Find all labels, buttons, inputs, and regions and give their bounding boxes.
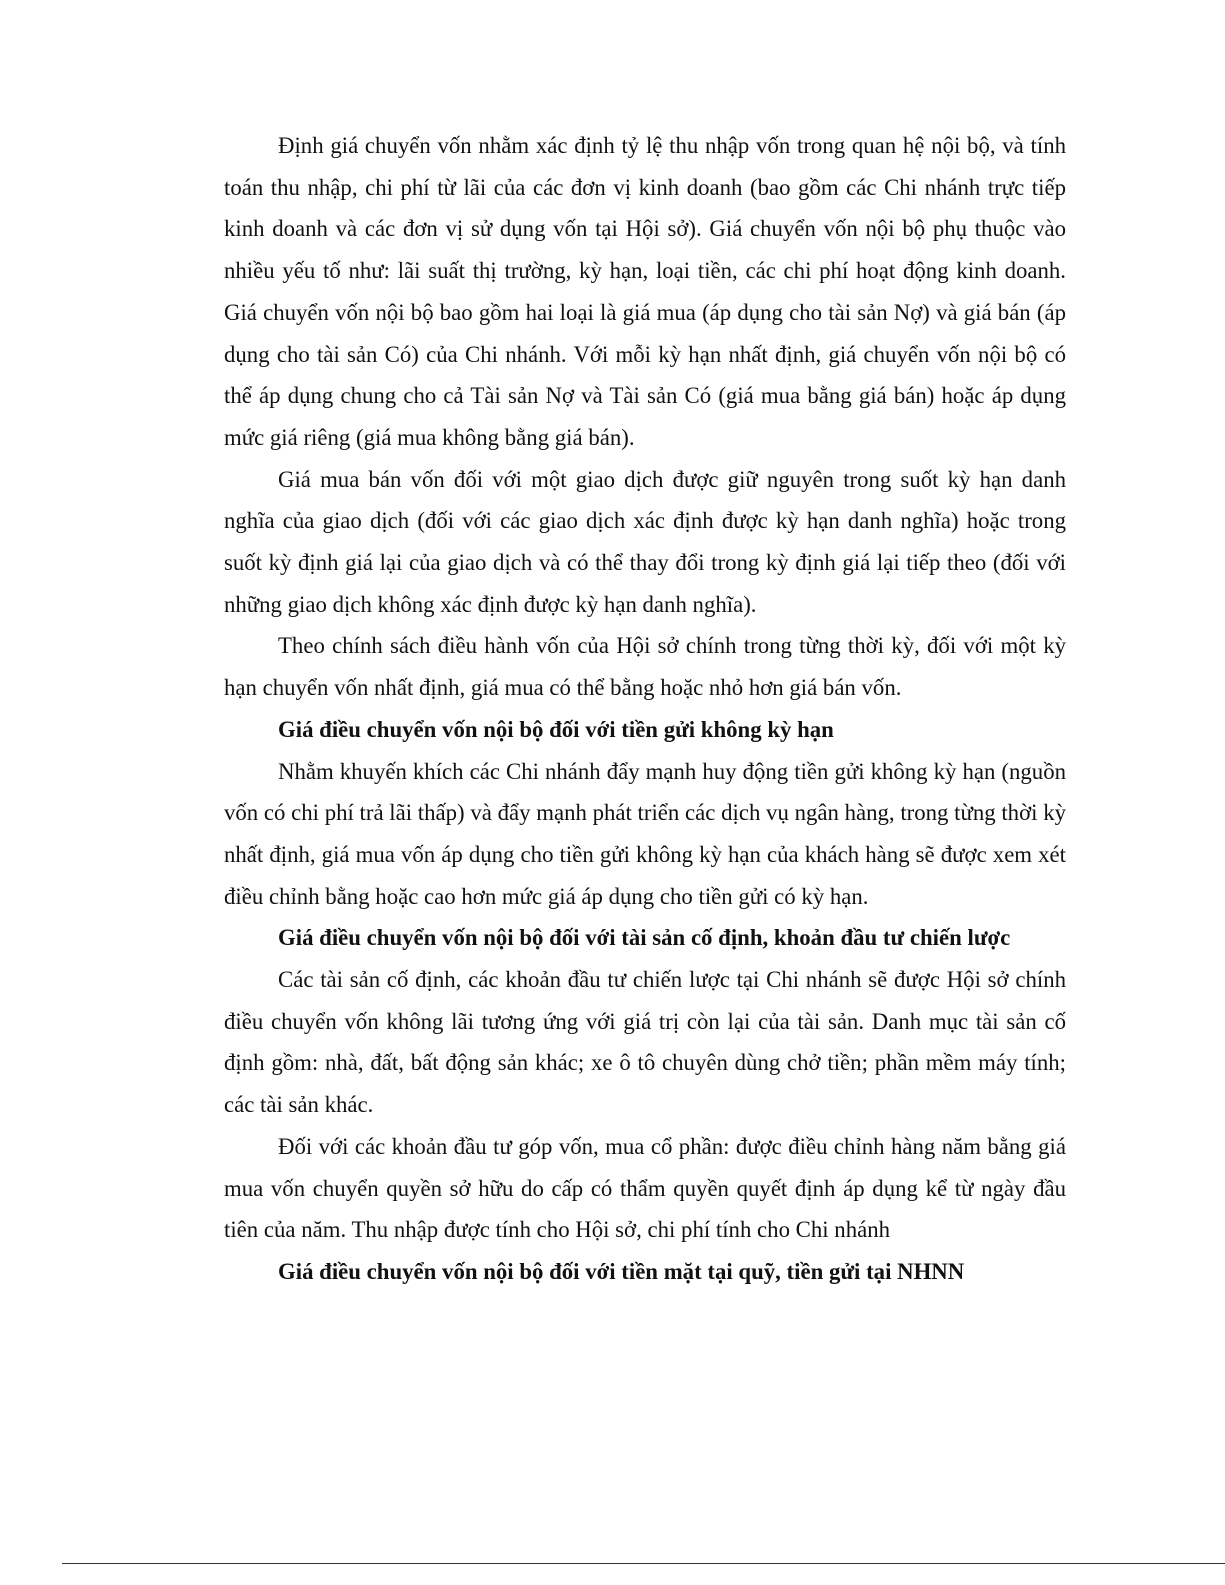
heading-fixed-assets-investments: Giá điều chuyển vốn nội bộ đối với tài sản cố định, khoản đầu tư chiến lược [278,925,1011,951]
document-body [224,125,1066,1293]
paragraph-transfer-pricing-definition: Định giá chuyển vốn nhằm xác định tỷ lệ thu nhập vốn trong quan hệ nội bộ, và tính toán thu nhập, chi phí từ lãi của các đơn vị kinh doanh (bao gồm các Chi nhánh trực tiếp kinh doanh và các đơn vị sử dụng vốn tại Hội sở). Giá chuyển vốn nội bộ phụ thuộc vào nhiều yếu tố như: lãi suất thị trường, kỳ hạn, loại tiền, các chi phí hoạt động kinh doanh. Giá chuyển vốn nội bộ bao gồm hai loại là giá mua (áp dụng cho tài sản Nợ) và giá bán (áp dụng cho tài sản Có) của Chi nhánh. Với mỗi kỳ hạn nhất định, giá chuyển vốn nội bộ có thể áp dụng chung cho cả Tài sản Nợ và Tài sản Có (giá mua bằng giá bán) hoặc áp dụng mức giá riêng (giá mua không bằng giá bán). [224,133,1066,450]
paragraph-transaction-price-term: Giá mua bán vốn đối với một giao dịch được giữ nguyên trong suốt kỳ hạn danh nghĩa của giao dịch (đối với các giao dịch xác định được kỳ hạn danh nghĩa) hoặc trong suốt kỳ định giá lại của giao dịch và có thể thay đổi trong kỳ định giá lại tiếp theo (đối với những giao dịch không xác định được kỳ hạn danh nghĩa). [224,466,1066,617]
heading-cash-and-sbv-deposits: Giá điều chuyển vốn nội bộ đối với tiền mặt tại quỹ, tiền gửi tại NHNN [278,1258,965,1284]
page-bottom-rule [62,1563,1225,1564]
paragraph-capital-policy: Theo chính sách điều hành vốn của Hội sở chính trong từng thời kỳ, đối với một kỳ hạn chuyển vốn nhất định, giá mua có thể bằng hoặc nhỏ hơn giá bán vốn. [224,633,1066,701]
paragraph-fixed-assets: Các tài sản cố định, các khoản đầu tư chiến lược tại Chi nhánh sẽ được Hội sở chính điều chuyển vốn không lãi tương ứng với giá trị còn lại của tài sản. Danh mục tài sản cố định gồm: nhà, đất, bất động sản khác; xe ô tô chuyên dùng chở tiền; phần mềm máy tính; các tài sản khác. [224,967,1066,1118]
paragraph-equity-investments: Đối với các khoản đầu tư góp vốn, mua cổ phần: được điều chỉnh hàng năm bằng giá mua vốn chuyển quyền sở hữu do cấp có thẩm quyền quyết định áp dụng kể từ ngày đầu tiên của năm. Thu nhập được tính cho Hội sở, chi phí tính cho Chi nhánh [224,1133,1066,1243]
heading-demand-deposits: Giá điều chuyển vốn nội bộ đối với tiền gửi không kỳ hạn [278,716,834,742]
paragraph-demand-deposits: Nhằm khuyến khích các Chi nhánh đẩy mạnh huy động tiền gửi không kỳ hạn (nguồn vốn có chi phí trả lãi thấp) và đẩy mạnh phát triển các dịch vụ ngân hàng, trong từng thời kỳ nhất định, giá mua vốn áp dụng cho tiền gửi không kỳ hạn của khách hàng sẽ được xem xét điều chỉnh bằng hoặc cao hơn mức giá áp dụng cho tiền gửi có kỳ hạn. [224,758,1066,909]
